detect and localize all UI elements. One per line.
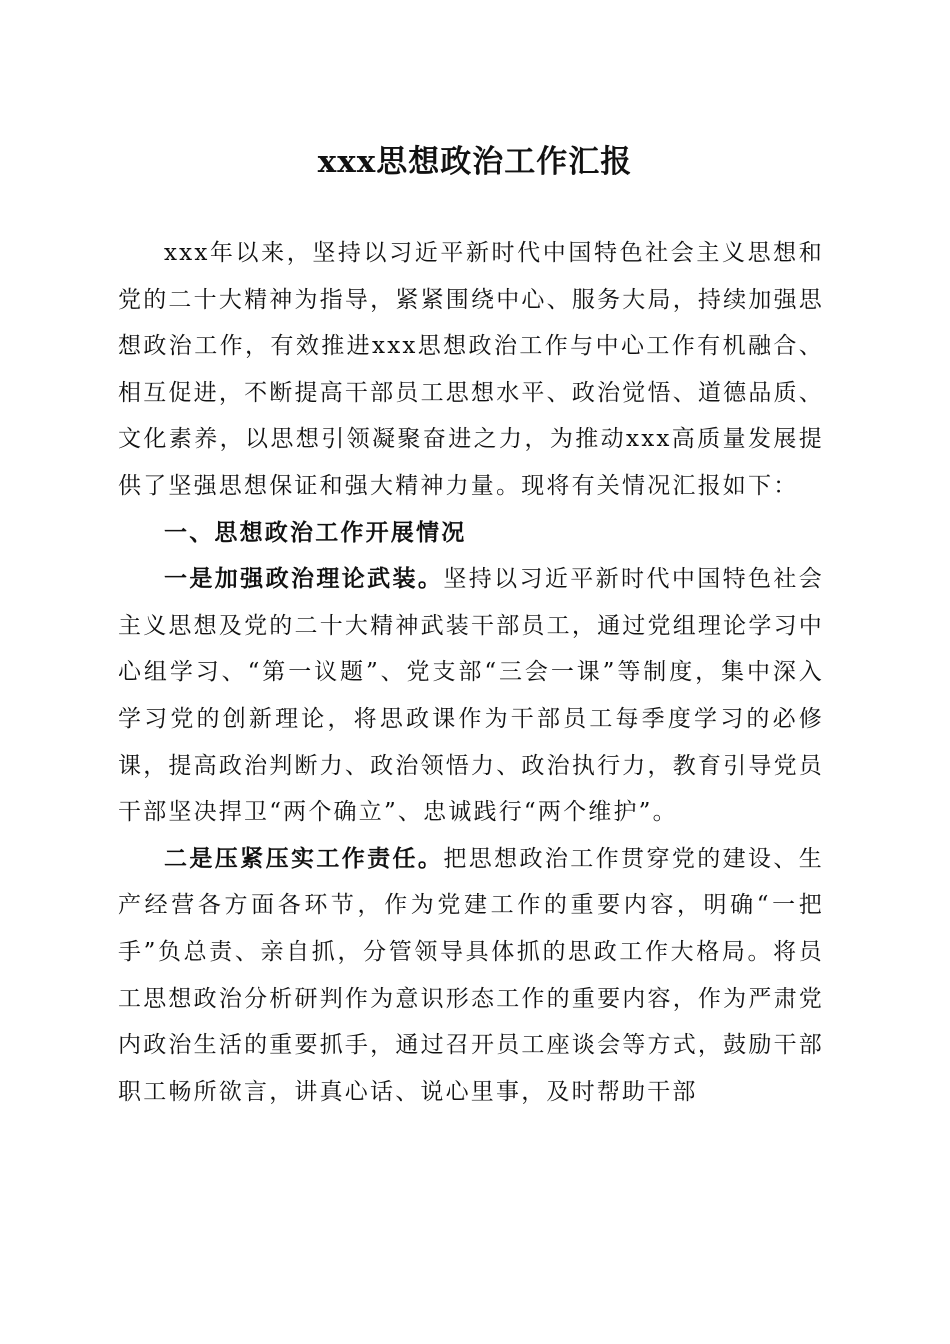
item-text-1: 坚持以习近平新时代中国特色社会主义思想及党的二十大精神武装干部员工，通过党组理论学习中心组学习、“第一议题”、党支部“三会一课”等制度，集中深入学习党的创新理论，将思政课作为干部员工每季度学习的必修课，提高政治判断力、政治领悟力、政治执行力，教育引导党员干部坚决捍卫“两个确立”、忠诚践行“两个维护”。 [118, 566, 824, 826]
item-lead-1: 一是加强政治理论武装。 [164, 565, 444, 593]
item-paragraph-1 [118, 556, 824, 836]
document-title: xxx思想政治工作汇报 [317, 144, 633, 180]
section-heading: 一、思想政治工作开展情况 [164, 519, 467, 546]
document-body [118, 230, 824, 1115]
item-text-2: 把思想政治工作贯穿党的建设、生产经营各方面各环节，作为党建工作的重要内容，明确“一把手”负总责、亲自抓，分管领导具体抓的思政工作大格局。将员工思想政治分析研判作为意识形态工作的重要内容，作为严肃党内政治生活的重要抓手，通过召开员工座谈会等方式，鼓励干部职工畅所欲言，讲真心话、说心里事，及时帮助干部 [118, 845, 824, 1105]
intro-paragraph: xxx年以来，坚持以习近平新时代中国特色社会主义思想和党的二十大精神为指导，紧紧围绕中心、服务大局，持续加强思想政治工作，有效推进xxx思想政治工作与中心工作有机融合、相互促进，不断提高干部员工思想水平、政治觉悟、道德品质、文化素养，以思想引领凝聚奋进之力，为推动xxx高质量发展提供了坚强思想保证和强大精神力量。现将有关情况汇报如下： [118, 240, 824, 499]
item-lead-2: 二是压紧压实工作责任。 [164, 844, 444, 872]
item-paragraph-2 [118, 836, 824, 1116]
